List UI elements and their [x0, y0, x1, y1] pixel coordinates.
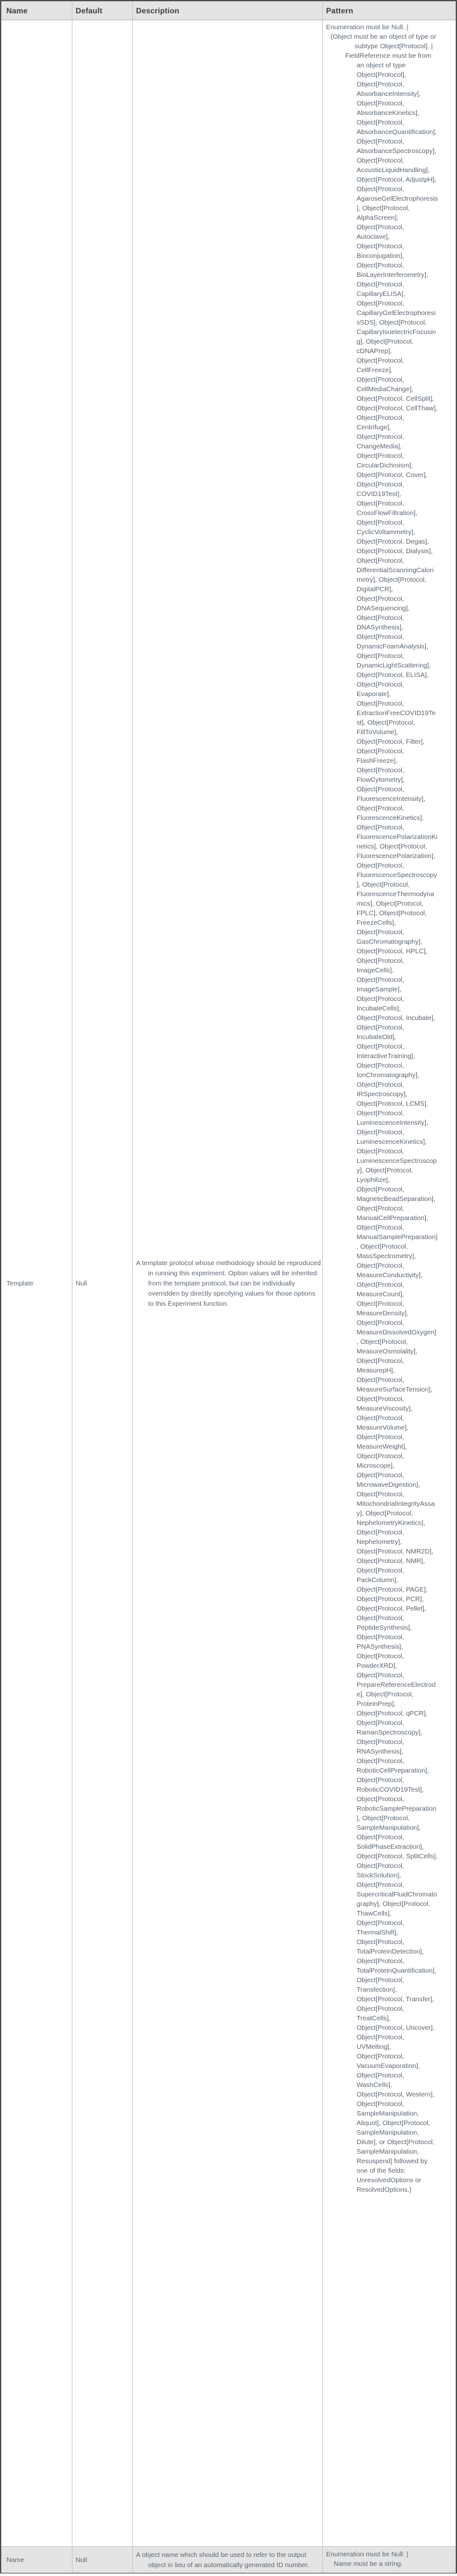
header-name: Name	[1, 1, 72, 20]
cell-template-pattern	[323, 20, 455, 2546]
cell-name-name: Name	[1, 2547, 72, 2573]
pattern-enumeration-clause: Enumeration must be Null. |	[326, 23, 409, 31]
name-description-text: A object name which should be used to refer to the output object in lieu of an automatically generated ID number.	[136, 2551, 310, 2569]
table-row-template	[1, 20, 456, 2546]
table-row-name	[1, 2546, 456, 2573]
cell-name-pattern	[323, 2547, 455, 2573]
header-pattern: Pattern	[326, 6, 353, 15]
cell-template-default: Null	[72, 20, 133, 2546]
name-pattern-enumeration-clause: Enumeration must be Null. |	[326, 2551, 409, 2558]
table-header-row	[1, 1, 456, 20]
pattern-object-clause: (Object must be an object of type or subtype Object[Protocol]. |	[331, 33, 437, 50]
pattern-type-list: an object of type Object[Protocol], Object[Protocol, AbsorbanceIntensity], Object[Protocol, AbsorbanceKinetics], Object[Protocol, AbsorbanceQuantification], Object[Protocol, AbsorbanceSpectroscopy], Object[Protocol, AcousticLiquidHandling], Object[Protocol, AdjustpH], Object[Protocol, AgaroseGelElectrophoresis], Object[Protocol, AlphaScreen], Object[Protocol, Autoclave], Object[Protocol, Bioconjugation], Object[Protocol, BioLayerInterferometry], Object[Protocol, CapillaryELISA], Object[Protocol, CapillaryGelElectrophoresisSDS], Object[Protocol, CapillaryIsoelectricFocusing], Object[Protocol, cDNAPrep], Object[Protocol, CellFreeze], Object[Protocol, CellMediaChange], Object[Protocol, CellSplit], Object[Protocol, CellThaw], Object[Protocol, Centrifuge], Object[Protocol, ChangeMedia], Object[Protocol, CircularDichroism], Object[Protocol, Cover], Object[Protocol, COVID19Test], Object[Protocol, CrossFlowFiltration], Object[Protocol, CyclicVoltammetry], Object[Protocol, Degas], Object[Protocol, Dialysis], Object[Protocol, DifferentialScanningCalorimetry], Object[Protocol, DigitalPCR], Object[Protocol, DNASequencing], Object[Protocol, DNASynthesis], Object[Protocol, DynamicFoamAnalysis], Object[Protocol, DynamicLightScattering], Object[Protocol, ELISA], Object[Protocol, Evaporate], Object[Protocol, ExtractionFreeCOVID19Test], Object[Protocol, FillToVolume], Object[Protocol, Filter], Object[Protocol, FlashFreeze], Object[Protocol, FlowCytometry], Object[Protocol, FluorescenceIntensity], Object[Protocol, FluorescenceKinetics], Object[Protocol, FluorescencePolarizationKinetics], Object[Protocol, FluorescencePolarization], Object[Protocol, FluorescenceSpectroscopy], Object[Protocol, FluorescenceThermodynamics], Object[Protocol, FPLC], Object[Protocol, FreezeCells], Object[Protocol, GasChromatography], Object[Protocol, HPLC], Object[Protocol, ImageCells], Object[Protocol, ImageSample], Object[Protocol, IncubateCells], Object[Protocol, Incubate], Object[Protocol, IncubateOld], Object[Protocol, InteractiveTraining], Object[Protocol, IonChromatography], Object[Protocol, IRSpectroscopy], Object[Protocol, LCMS], Object[Protocol, LuminescenceIntensity], Object[Protocol, LuminescenceKinetics], Object[Protocol, LuminescenceSpectroscopy], Object[Protocol, Lyophilize], Object[Protocol, MagneticBeadSeparation], Object[Protocol, ManualCellPreparation], Object[Protocol, ManualSamplePreparation], Object[Protocol, MassSpectrometry], Object[Protocol, MeasureConductivity], Object[Protocol, MeasureCount], Object[Protocol, MeasureDensity], Object[Protocol, MeasureDissolvedOxygen], Object[Protocol, MeasureOsmolality], Object[Protocol, MeasurepH], Object[Protocol, MeasureSurfaceTension], Object[Protocol, MeasureViscosity], Object[Protocol, MeasureVolume], Object[Protocol, MeasureWeight], Object[Protocol, Microscope], Object[Protocol, MicrowaveDigestion], Object[Protocol, MitochondrialIntegrityAssay], Object[Protocol, NephelometryKinetics], Object[Protocol, Nephelometry], Object[Protocol, NMR2D], Object[Protocol, NMR], Object[Protocol, PackColumn], Object[Protocol, PAGE], Object[Protocol, PCR], Object[Protocol, Pellet], Object[Protocol, PeptideSynthesis], Object[Protocol, PNASynthesis], Object[Protocol, PowderXRD], Object[Protocol, PrepareReferenceElectrode], Object[Protocol, ProteinPrep], Object[Protocol, qPCR], Object[Protocol, RamanSpectroscopy], Object[Protocol, RNASynthesis], Object[Protocol, RoboticCellPreparation], Object[Protocol, RoboticCOVID19Test], Object[Protocol, RoboticSamplePreparation], Object[Protocol, SampleManipulation], Object[Protocol, SolidPhaseExtraction], Object[Protocol, SplitCells], Object[Protocol, StockSolution], Object[Protocol, SupercriticalFluidChromatography], Object[Protocol, ThawCells], Object[Protocol, ThermalShift], Object[Protocol, TotalProteinDetection], Object[Protocol, TotalProteinQuantification], Object[Protocol, Transfection], Object[Protocol, Transfer], Object[Protocol, TreatCells], Object[Protocol, Uncover], Object[Protocol, UVMelting], Object[Protocol, VacuumEvaporation], Object[Protocol, WashCells], Object[Protocol, Western], Object[Protocol, SampleManipulation, Aliquot], Object[Protocol, SampleManipulation, Dilute], or Object[Protocol, SampleManipulation, Resuspend] followed by one of the fields: UnresolvedOptions or ResolvedOptions.)	[357, 62, 438, 2194]
template-description-text: A template protocol whose methodology should be reproduced in running this experiment. Option values will be inherited from the template protocol, but can be individually overridden by directly specifying values for those options to this Experiment function.	[136, 1259, 321, 1308]
header-default: Default	[72, 1, 133, 20]
pattern-fieldreference-clause: FieldReference must be from	[345, 52, 432, 60]
page-bottom-margin	[0, 2573, 457, 2576]
cell-template-description	[133, 20, 323, 2546]
name-pattern-string-clause: Name must be a string.	[334, 2560, 403, 2568]
cell-template-name: Template	[1, 20, 72, 2546]
cell-name-default: Null	[72, 2547, 133, 2573]
cell-name-description	[133, 2547, 323, 2573]
header-description: Description	[133, 1, 323, 20]
